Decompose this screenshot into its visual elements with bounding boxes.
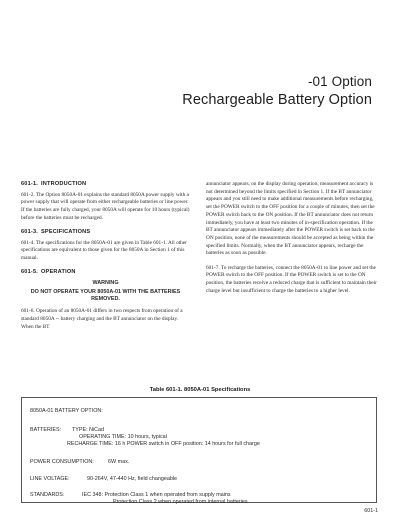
- specifications-table: [21, 397, 377, 503]
- paragraph-601-2: 601-2. The Option 8050A-01 explains the standard 8050A power supply with a power supply that will operate from either rechargeable batteries or line power. If the batteries are fully charged, your 8050A will operate for 10 hours (typical) before the batteries must be recharged.: [21, 191, 190, 221]
- spec-safety-label: STANDARDS:: [30, 492, 65, 498]
- paragraph-601-7: 601-7. To recharge the batteries, connect the 8050A-01 to line power and set the POWER switch to the OFF position. If the POWER switch is set to the ON position, the batteries receive a reduced charge that is sufficient to maintain their charge level but insufficient to charge the batteries to a higher level.: [206, 264, 377, 294]
- spec-batteries-type: TYPE: NiCad: [72, 427, 105, 433]
- spec-batteries-label: BATTERIES:: [30, 427, 62, 433]
- spec-batteries-recharge-time: RECHARGE TIME: 16 h POWER switch in OFF position: 14 hours for full charge: [67, 441, 260, 447]
- warning-body: DO NOT OPERATE YOUR 8050A-01 WITH THE BATTERIES REMOVED.: [30, 288, 181, 302]
- paragraph-601-4: 601-4. The specifications for the 8050A-01 are given in Table 601-1. All other specifications are equivalent to those given for the 8050A in Section 1 of this manual.: [21, 239, 187, 262]
- spec-batteries-operating-time: OPERATING TIME: 10 hours, typical: [79, 434, 167, 440]
- spec-safety-value-2: Protection Class 2 when operated from internal batteries: [113, 499, 248, 505]
- spec-power-value: 6W max.: [108, 459, 130, 465]
- spec-safety-value-1: IEC 348: Protection Class 1 when operated from supply mains: [82, 492, 231, 498]
- spec-power-label: POWER CONSUMPTION:: [30, 459, 94, 465]
- section-heading-operation: [21, 269, 190, 277]
- spec-line-value: 90-264V, 47-440 Hz, field changeable: [87, 476, 178, 482]
- section-title: INTRODUCTION: [41, 181, 87, 187]
- section-title: OPERATION: [41, 269, 76, 276]
- option-title: Rechargeable Battery Option: [182, 92, 372, 108]
- section-number: 601-3.: [21, 229, 39, 236]
- section-number: 601-1.: [21, 181, 39, 187]
- paragraph-601-6-continued: annunciator appears, on the display during operation, measurement accuracy is not determined beyond the limits specified in Section 1. If the BT annunciator appears and you still need to make additional measurements before recharging, set the POWER switch to the OFF position for a couple of minutes, then set the POWER switch back to the ON position. If the BT annunciator does not return immediately, you have at least two minutes of in-specification operation. If the BT annunciator appears immediately after the POWER switch is set back to the ON position, none of the measurements should be accepted as being within the specified limits. Normally, when the BT annunciator appears, recharge the batteries as soon as possible.: [206, 181, 375, 257]
- spec-heading: 8050A-01 BATTERY OPTION:: [30, 408, 103, 414]
- section-heading-specifications: [21, 229, 190, 237]
- section-title: SPECIFICATIONS: [41, 229, 91, 236]
- section-heading-introduction: [21, 181, 190, 189]
- right-column: [206, 181, 378, 302]
- table-title: Table 601-1. 8050A-01 Specifications: [149, 387, 251, 393]
- section-number: 601-5.: [21, 269, 39, 276]
- option-number: -01 Option: [307, 74, 372, 89]
- paragraph-601-6: 601-6. Operation of an 8050A-01 differs in two respects from operation of a standard 8050A -- battery charging and the BT annunciator on the display. When the BT: [21, 308, 183, 330]
- page-number: 601-1: [364, 508, 378, 514]
- warning-title: WARNING: [92, 280, 119, 287]
- left-column: [21, 181, 190, 338]
- spec-line-label: LINE VOLTAGE:: [30, 476, 70, 482]
